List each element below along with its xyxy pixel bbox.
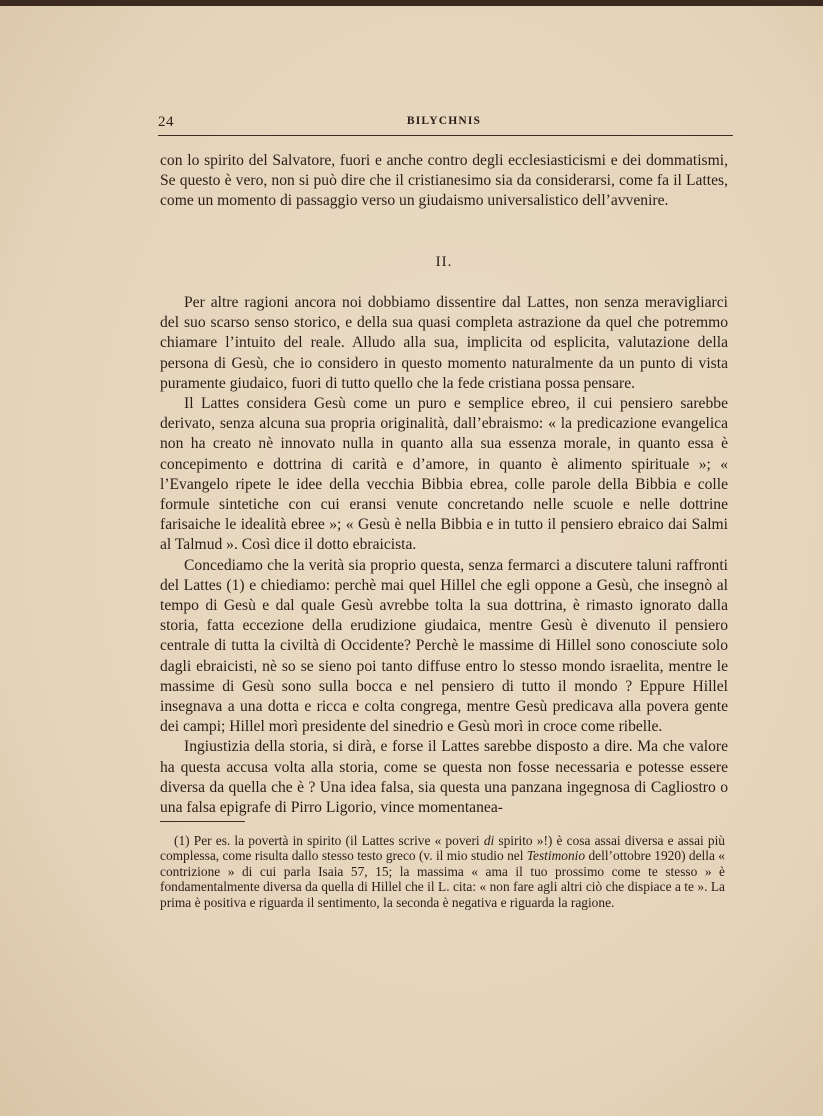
footnote-1 bbox=[160, 833, 725, 910]
footnote-1-italic-2: Testimonio bbox=[526, 848, 586, 864]
paragraph-1: Per altre ragioni ancora noi dobbiamo dissentire dal Lattes, non senza meravigliarci del suo scarso senso storico, e della sua quasi completa astrazione da quel che potremmo chiamare l’intuito del reale. Alludo alla sua, implicita od esplicita, valutazione della persona di Gesù, che io considero in questo momento naturalmente da un punto di vista puramente giudaico, fuori di tutto quello che la fede cristiana possa pensare. bbox=[160, 294, 728, 392]
footnote-1-italic-1: di bbox=[483, 833, 495, 848]
footnote-1-part-3: dell’ottobre 1920) della « contrizione » di cui parla Isaia 57, 15; la massima « ama il tuo prossimo come te stesso » è fondamentalmente diversa da quella di Hillel che il L. cita: « non fare agli altri ciò che dispiace a te ». La prima è positiva e riguarda il sentimento, la seconda è negativa e riguarda la ragione. bbox=[160, 848, 725, 910]
paragraph-2: Il Lattes considera Gesù come un puro e semplice ebreo, il cui pensiero sarebbe derivato, senza alcuna sua propria originalità, dall’ebraismo: « la predicazione evangelica non ha creato nè innovato nulla in quanto alla sua essenza morale, in quanto essa è concepimento e dottrina di carità e d’amore, in quanto è alimento spirituale »; « l’Evangelo ripete le idee della vecchia Bibbia ebrea, colle parole della Bibbia e colle formule sintetiche con cui eransi venute concretando nelle scuole e nelle dottrine farisaiche le idealità ebree »; « Gesù è nella Bibbia e in tutto il pensiero ebraico dai Salmi al Talmud ». Così dice il dotto ebraicista. bbox=[160, 395, 728, 554]
page-top-edge bbox=[0, 0, 823, 6]
paragraph-3: Concediamo che la verità sia proprio questa, senza fermarci a discutere taluni raffronti del Lattes (1) e chiediamo: perchè mai quel Hillel che egli oppone a Gesù, che insegnò al tempo di Gesù e dal quale Gesù avrebbe tolta la sua dottrina, è rimasto ignorato dalla storia, fatta eccezione della erudizione giudaica, mentre Gesù è divenuto il pensiero centrale di tutta la civiltà di Occidente? Perchè le massime di Hillel sono conosciute solo dagli ebraicisti, nè so se sieno poi tanto diffuse entro lo stesso mondo israelita, mentre le massime di Gesù sono sulla bocca e nel pensiero di tutto il mondo ? Eppure Hillel insegnava a una dotta e ricca e colta congrega, mentre Gesù predicava alla povera gente dei campi; Hillel morì presidente del sinedrio e Gesù morì in croce come ribelle. bbox=[160, 556, 728, 736]
running-title: BILYCHNIS bbox=[406, 115, 482, 127]
page-number: 24 bbox=[158, 114, 174, 130]
intro-text-block bbox=[160, 151, 728, 212]
page-header bbox=[158, 114, 730, 136]
section-heading: II. bbox=[435, 254, 453, 270]
paragraph-4: Ingiustizia della storia, si dirà, e forse il Lattes sarebbe disposto a dire. Ma che valore ha questa accusa volta alla storia, come se questa non fosse necessaria e potesse essere diversa da quella che è ? Una idea falsa, sia questa una panzana ingegnosa di Cagliostro o una falsa epigrafe di Pirro Ligorio, vince momentanea- bbox=[160, 738, 728, 817]
footnote-rule bbox=[160, 821, 245, 822]
header-rule bbox=[158, 135, 733, 136]
intro-paragraph: con lo spirito del Salvatore, fuori e anche contro degli ecclesiasticismi e dei dommatismi, Se questo è vero, non si può dire che il cristianesimo sia da considerarsi, come fa il Lattes, come un momento di passaggio verso un giudaismo universalistico dell’avvenire. bbox=[160, 152, 728, 210]
footnote-1-part-2: spirito »!) è cosa assai diversa e assai più complessa, come risulta dallo stesso testo greco (v. il mio studio nel bbox=[160, 833, 726, 864]
footnote-1-part-1: (1) Per es. la povertà in spirito (il Lattes scrive « poveri bbox=[174, 833, 484, 848]
footnotes bbox=[160, 833, 725, 910]
main-text-block bbox=[160, 293, 728, 818]
